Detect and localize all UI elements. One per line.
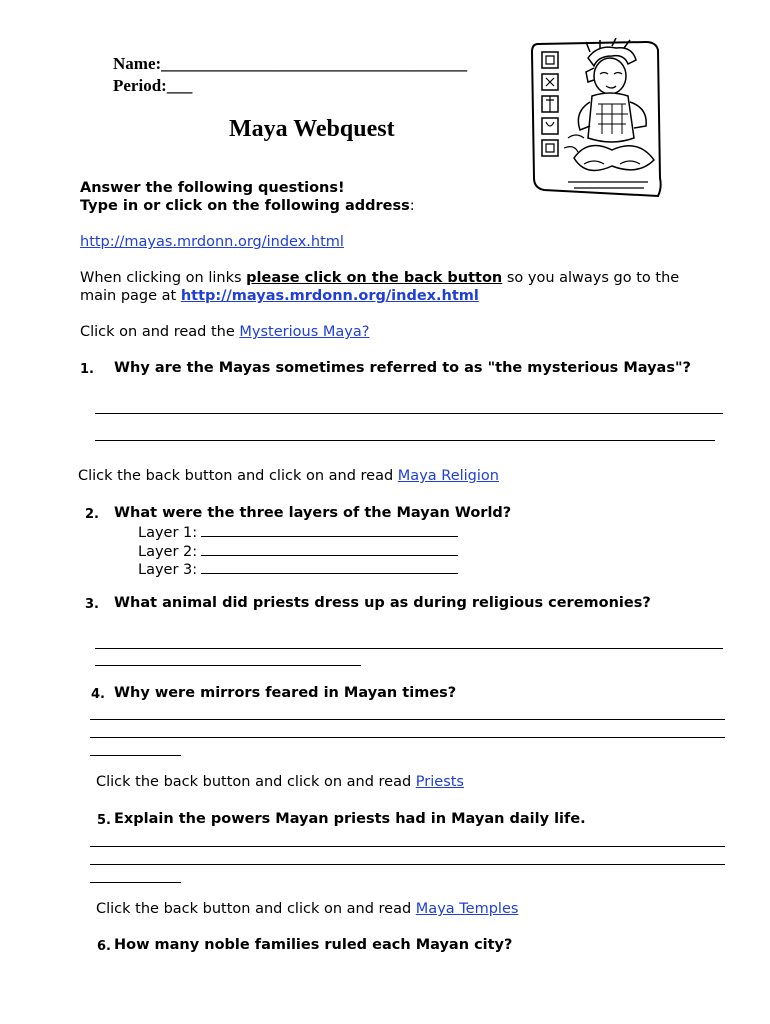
- question-1-text: Why are the Mayas sometimes referred to as "the mysterious Mayas"?: [114, 360, 691, 376]
- answer-line[interactable]: [90, 864, 725, 865]
- maya-temples-link[interactable]: Maya Temples: [415, 901, 519, 917]
- answer-line[interactable]: [95, 413, 723, 414]
- name-line: [113, 54, 467, 74]
- mysterious-maya-link[interactable]: Mysterious Maya?: [239, 324, 370, 340]
- priests-link[interactable]: Priests: [415, 774, 464, 790]
- answer-line[interactable]: [95, 648, 723, 649]
- read-mysterious-maya: Click on and read the Mysterious Maya?: [80, 324, 370, 340]
- maya-religion-link[interactable]: Maya Religion: [397, 468, 499, 484]
- question-3-text: What animal did priests dress up as during religious ceremonies?: [114, 595, 651, 611]
- page-title: Maya Webquest: [229, 116, 395, 142]
- main-page-link[interactable]: http://mayas.mrdonn.org/index.html: [180, 288, 479, 304]
- question-5-text: Explain the powers Mayan priests had in Mayan daily life.: [114, 811, 586, 827]
- layer-1-row: Layer 1:: [138, 522, 458, 541]
- period-line: [113, 76, 192, 96]
- answer-line[interactable]: [90, 755, 181, 756]
- question-6-number: 6.: [97, 939, 111, 954]
- question-6-text: How many noble families ruled each Mayan city?: [114, 937, 513, 953]
- maya-figure-illustration: [528, 38, 664, 198]
- answer-line[interactable]: [95, 440, 715, 441]
- answer-line[interactable]: [90, 719, 725, 720]
- period-label: Period:: [113, 76, 167, 95]
- question-5-number: 5.: [97, 813, 111, 828]
- links-note-line-1: When clicking on links please click on the back button so you always go to the: [80, 270, 680, 286]
- address-link[interactable]: http://mayas.mrdonn.org/index.html: [80, 234, 344, 250]
- read-maya-temples: Click the back button and click on and read Maya Temples: [96, 901, 519, 917]
- question-1-number: 1.: [80, 362, 94, 377]
- answer-line[interactable]: [90, 737, 725, 738]
- back-button-emphasis: please click on the back button: [246, 270, 503, 286]
- question-3-number: 3.: [85, 597, 99, 612]
- instruction-line-1: Answer the following questions!: [80, 180, 345, 196]
- question-2-number: 2.: [85, 507, 99, 522]
- instruction-line-2: Type in or click on the following address:: [80, 198, 415, 214]
- answer-line[interactable]: [90, 846, 725, 847]
- layer-1-blank[interactable]: [201, 522, 458, 537]
- links-note-line-2: main page at http://mayas.mrdonn.org/index.html: [80, 288, 479, 304]
- period-blank[interactable]: ___: [166, 76, 193, 95]
- layer-3-blank[interactable]: [201, 559, 458, 574]
- name-label: Name:: [113, 54, 162, 73]
- read-priests: Click the back button and click on and read Priests: [96, 774, 464, 790]
- read-maya-religion: Click the back button and click on and read Maya Religion: [78, 468, 499, 484]
- question-4-text: Why were mirrors feared in Mayan times?: [114, 685, 457, 701]
- name-blank[interactable]: ____________________________________: [161, 54, 468, 73]
- question-4-number: 4.: [91, 687, 105, 702]
- address-link-row: [80, 234, 344, 250]
- layer-2-blank[interactable]: [201, 541, 458, 556]
- layer-2-row: Layer 2:: [138, 541, 458, 560]
- answer-line[interactable]: [95, 665, 361, 666]
- layer-3-row: Layer 3:: [138, 559, 458, 578]
- answer-line[interactable]: [90, 882, 181, 883]
- question-2-text: What were the three layers of the Mayan World?: [114, 505, 512, 521]
